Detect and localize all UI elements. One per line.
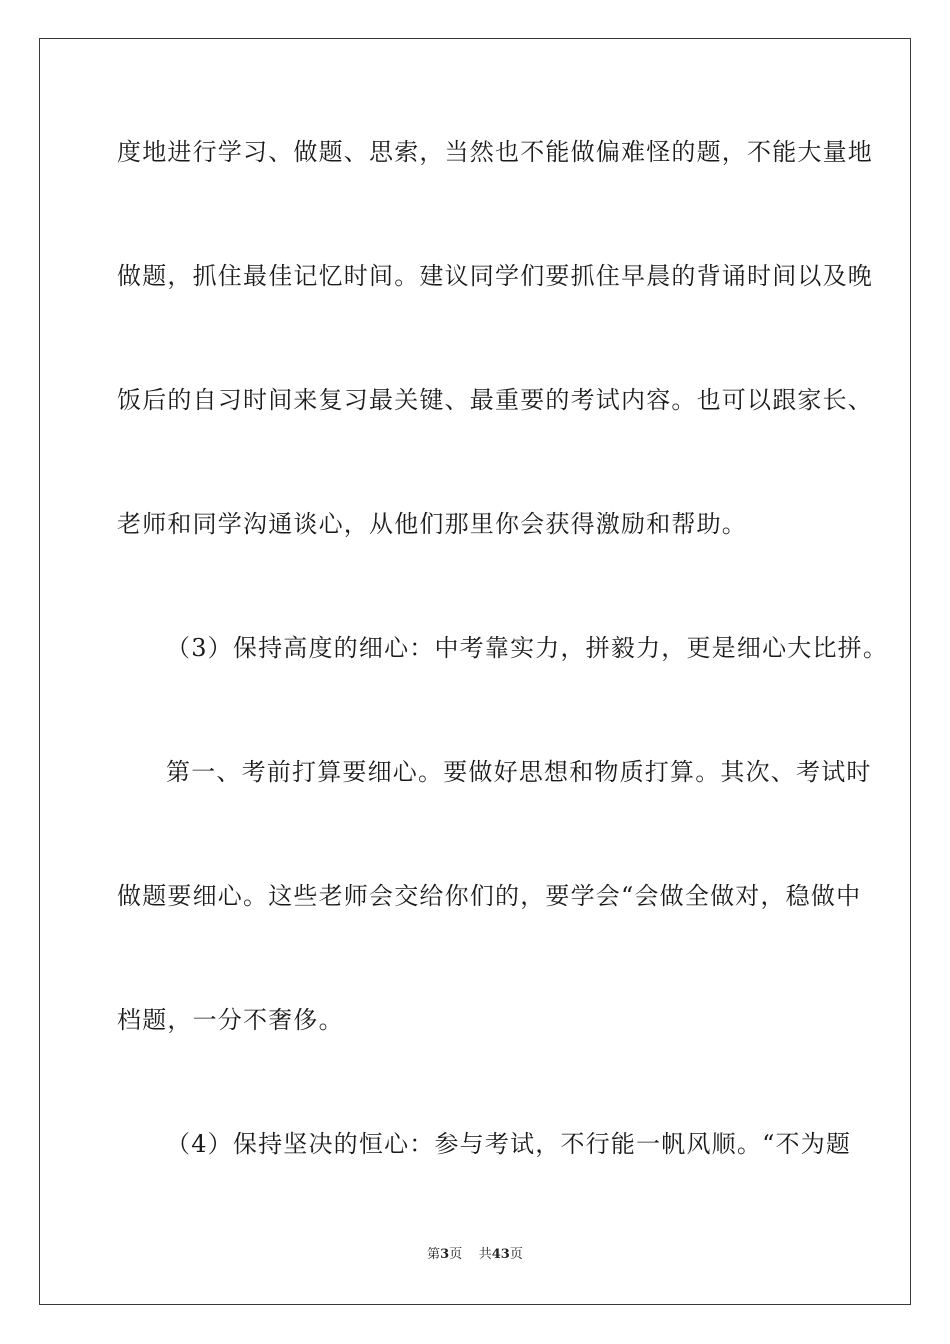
- page-border: [39, 38, 911, 1305]
- body-line-4: 老师和同学沟通谈心，从他们那里你会获得激励和帮助。: [117, 510, 747, 538]
- body-line-3: 饭后的自习时间来复习最关键、最重要的考试内容。也可以跟家长、: [117, 386, 873, 414]
- footer-page-number: 3: [440, 1247, 450, 1262]
- footer-total-prefix: 共: [478, 1247, 492, 1262]
- footer-page-suffix: 页: [449, 1247, 463, 1262]
- body-line-1: 度地进行学习、做题、思索，当然也不能做偏难怪的题，不能大量地: [117, 138, 873, 166]
- body-line-6: 第一、考前打算要细心。要做好思想和物质打算。其次、考试时: [166, 758, 872, 786]
- footer-page-prefix: 第: [427, 1247, 441, 1262]
- body-line-8: 档题，一分不奢侈。: [117, 1006, 344, 1034]
- body-line-2: 做题，抓住最佳记忆时间。建议同学们要抓住早晨的背诵时间以及晚: [117, 262, 873, 290]
- body-line-9-heading-4: （4）保持坚决的恒心：参与考试，不行能一帆风顺。“不为题: [166, 1130, 852, 1158]
- body-line-7: 做题要细心。这些老师会交给你们的，要学会“会做全做对，稳做中: [117, 882, 862, 910]
- body-line-5-heading-3: （3）保持高度的细心：中考靠实力，拼毅力，更是细心大比拼。: [166, 634, 889, 662]
- footer-total-pages: 43: [491, 1247, 510, 1262]
- footer-total-suffix: 页: [509, 1247, 523, 1262]
- page-footer: [0, 1246, 950, 1264]
